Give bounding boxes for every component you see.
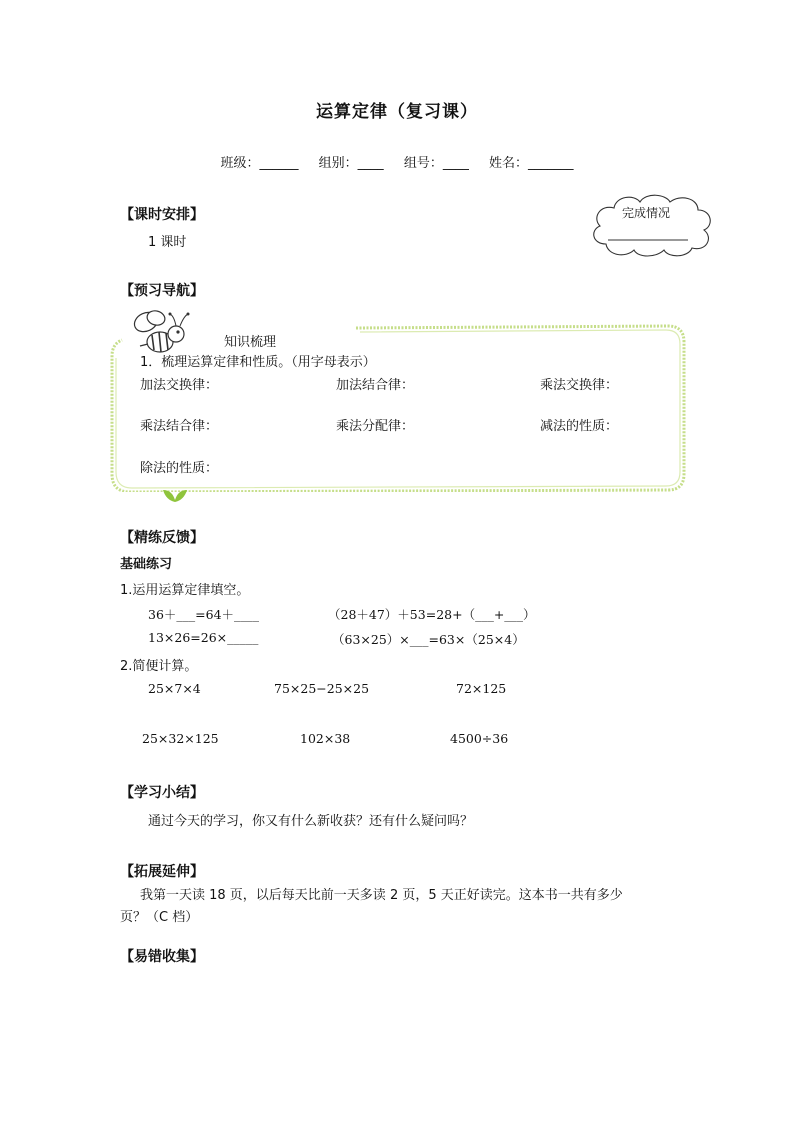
preview-heading: 【预习导航】 — [120, 283, 204, 299]
extension-line-1: 我第一天读 18 页，以后每天比前一天多读 2 页，5 天正好读完。这本书一共有多少 — [140, 888, 623, 903]
calc-item: 25×7×4 — [148, 681, 201, 696]
knowledge-box-title: 知识梳理 — [224, 335, 277, 350]
practice-heading: 【精练反馈】 — [120, 530, 204, 546]
law-item: 加法结合律： — [336, 378, 415, 393]
law-item: 除法的性质： — [140, 461, 219, 476]
knowledge-instruction: 1．梳理运算定律和性质。（用字母表示） — [140, 355, 376, 370]
completion-status-cloud — [588, 192, 716, 260]
error-collection-heading: 【易错收集】 — [120, 949, 204, 965]
question-2-title: 2.简便计算。 — [120, 659, 198, 674]
name-field[interactable]: 姓名：_______ — [488, 156, 574, 171]
fill-blank-item: 36＋___=64＋____ — [148, 607, 260, 622]
law-item: 乘法分配律： — [336, 419, 415, 434]
fill-blank-item: （63×25）×___=63×（25×4） — [332, 632, 525, 647]
calc-item: 4500÷36 — [450, 731, 509, 746]
question-1-title: 1.运用运算定律填空。 — [120, 583, 250, 598]
class-field[interactable]: 班级：______ — [220, 156, 299, 171]
student-info-row — [0, 152, 794, 171]
extension-heading: 【拓展延伸】 — [120, 864, 204, 880]
group-field[interactable]: 组别：____ — [318, 156, 384, 171]
calc-item: 72×125 — [456, 681, 507, 696]
calc-item: 25×32×125 — [142, 731, 219, 746]
number-field[interactable]: 组号：____ — [403, 156, 469, 171]
knowledge-box — [108, 322, 688, 492]
calc-item: 102×38 — [300, 731, 351, 746]
extension-line-2: 页？（C 档） — [120, 910, 199, 925]
law-item: 乘法结合律： — [140, 419, 219, 434]
calc-item: 75×25−25×25 — [274, 681, 370, 696]
summary-content: 通过今天的学习，你又有什么新收获？还有什么疑问吗？ — [148, 814, 474, 829]
law-item: 加法交换律： — [140, 378, 219, 393]
completion-status-label: 完成情况 — [622, 206, 671, 220]
fill-blank-item: 13×26=26×_____ — [148, 630, 259, 645]
schedule-heading: 【课时安排】 — [120, 207, 204, 223]
law-item: 乘法交换律： — [540, 378, 619, 393]
leaf-icon — [160, 486, 190, 504]
schedule-content: 1 课时 — [148, 235, 187, 250]
cloud-icon — [588, 192, 716, 260]
practice-subheading: 基础练习 — [120, 557, 173, 572]
law-item: 减法的性质： — [540, 419, 619, 434]
summary-heading: 【学习小结】 — [120, 785, 204, 801]
page-title: 运算定律（复习课） — [316, 102, 478, 122]
fill-blank-item: （28＋47）＋53=28+（___+___） — [328, 607, 536, 622]
